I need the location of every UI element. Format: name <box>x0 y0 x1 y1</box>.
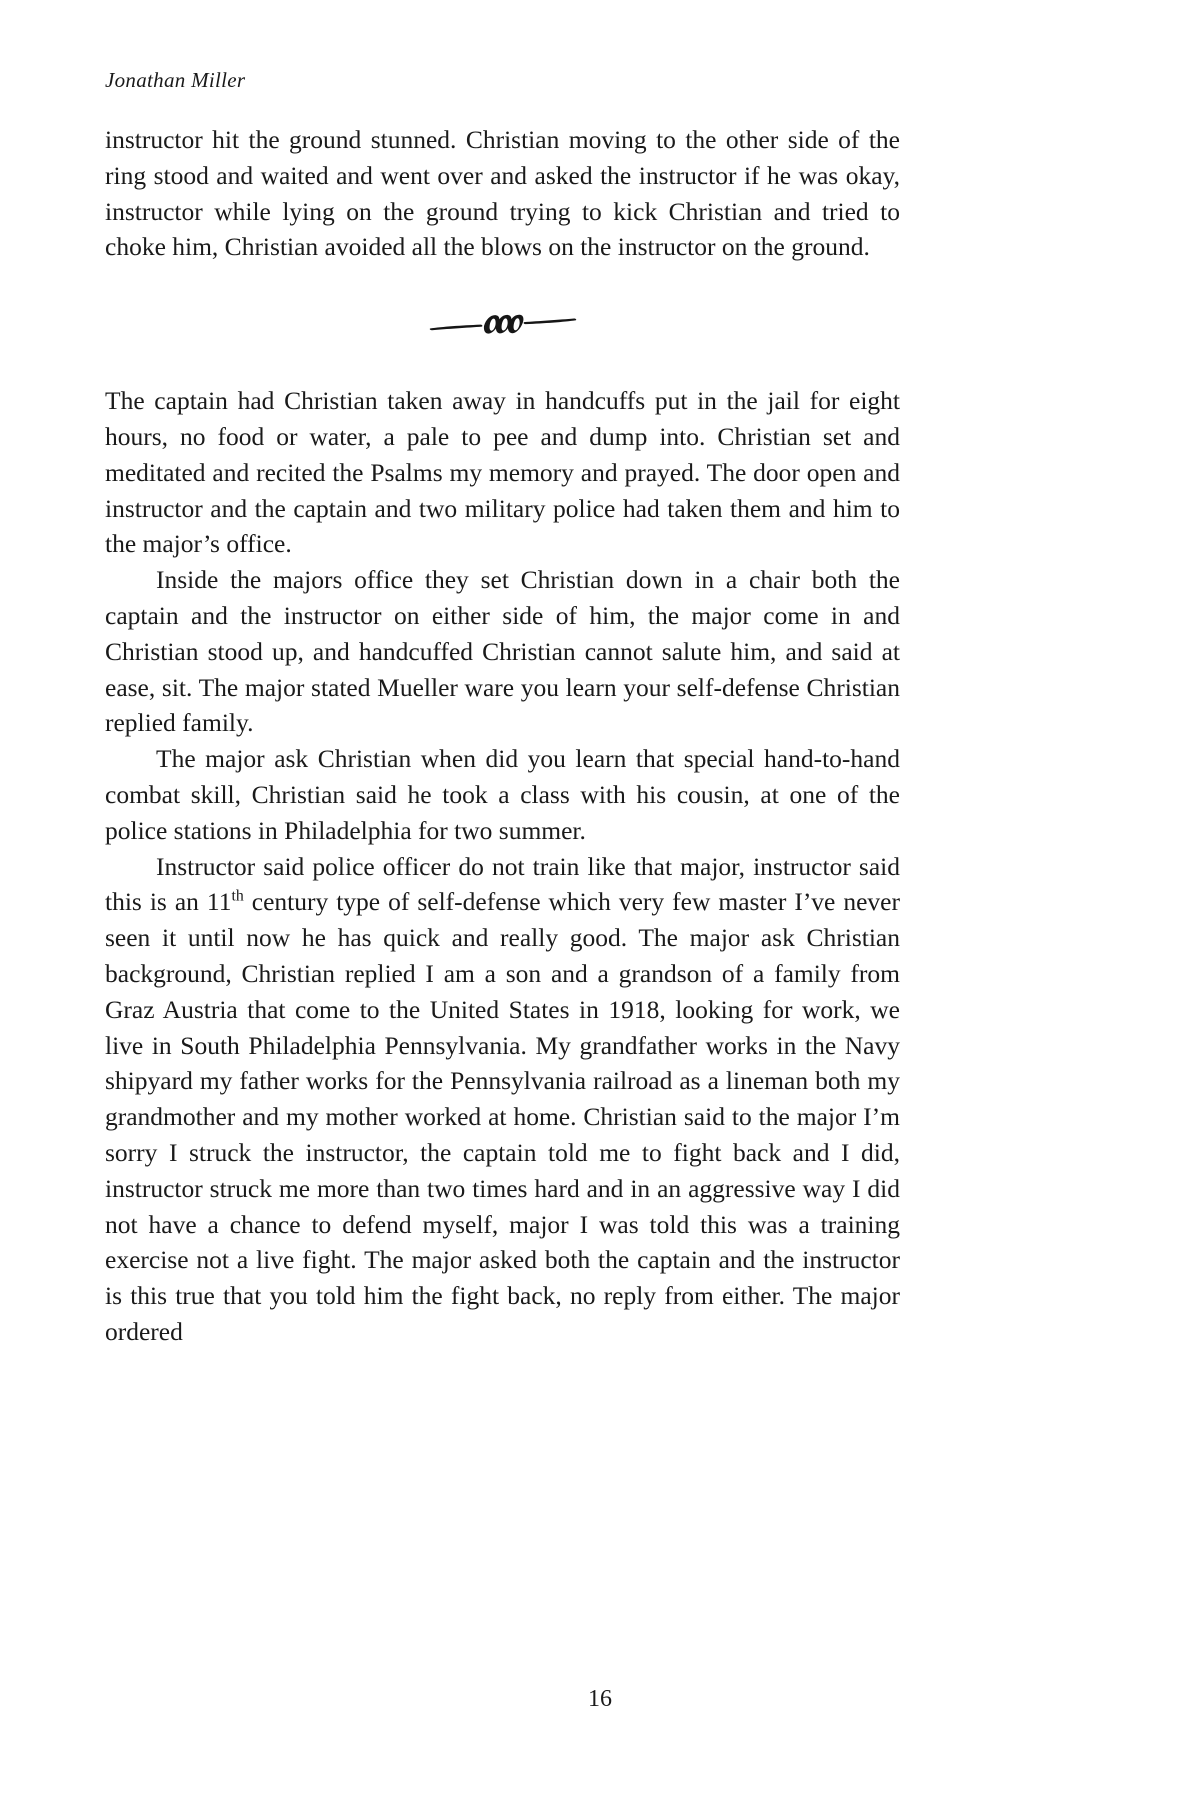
running-head: Jonathan Miller <box>105 68 246 92</box>
paragraph-5 <box>105 849 900 1350</box>
paragraph-5-text-after-superscript: century type of self-defense which very few master I’ve never seen it until now he has quick and really good. The major ask Christian background, Christian replied I am a son and a grandson of a family from Graz Austria that come to the United States in 1918, looking for work, we live in South Philadelphia Pennsylvania. My grandfather works in the Navy shipyard my father works for the Pennsylvania railroad as a lineman both my grandmother and my mother worked at home. Christian said to the major I’m sorry I struck the instructor, the captain told me to fight back and I did, instructor struck me more than two times hard and in an aggressive way I did not have a chance to defend myself, major I was told this was a training exercise not a live fight. The major asked both the captain and the instructor is this true that you told him the fight back, no reply from either. The major ordered <box>105 887 900 1346</box>
section-divider <box>105 265 900 383</box>
ordinal-superscript: th <box>231 887 244 905</box>
paragraph-5-text-before-superscript: Instructor said police officer do not train like that major, instructor said this is an 11 <box>105 851 900 917</box>
page-text-block <box>105 122 900 1350</box>
paragraph-3: Inside the majors office they set Christian down in a chair both the captain and the instructor on either side of him, the major come in and Christian stood up, and handcuffed Christian cannot salute him, and said at ease, sit. The major stated Mueller ware you learn your self-defense Christian replied family. <box>105 565 900 738</box>
paragraph-4: The major ask Christian when did you learn that special hand-to-hand combat skill, Christian said he took a class with his cousin, at one of the police stations in Philadelphia for two summer. <box>105 744 900 845</box>
paragraph-1: instructor hit the ground stunned. Christian moving to the other side of the ring stood and waited and went over and asked the instructor if he was okay, instructor while lying on the ground trying to kick Christian and tried to choke him, Christian avoided all the blows on the instructor on the ground. <box>105 125 900 262</box>
page-number: 16 <box>588 1686 612 1712</box>
calligraphic-swash-divider-icon <box>428 307 578 341</box>
paragraph-2: The captain had Christian taken away in handcuffs put in the jail for eight hours, no food or water, a pale to pee and dump into. Christian set and meditated and recited the Psalms my memory and prayed. The door open and instructor and the captain and two military police had taken them and him to the major’s office. <box>105 386 900 559</box>
